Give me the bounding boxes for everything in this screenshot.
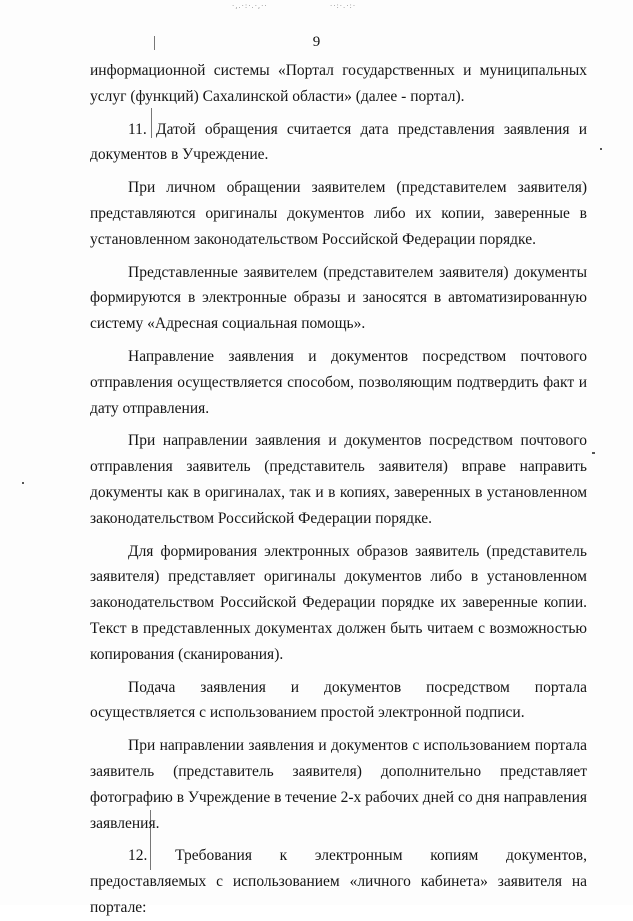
scan-speck <box>22 482 24 484</box>
paragraph: Представленные заявителем (представителем заявителя) документы формируются в электронные образы и заносятся в автоматизированную систему «Адресная социальная помощь». <box>90 263 587 333</box>
paragraph: 12. Требования к электронным копиям документов, предоставляемых с использованием «личного кабинета» заявителя на портале: <box>90 847 587 916</box>
document-body <box>90 58 587 921</box>
paragraph: Для формирования электронных образов заявитель (представитель заявителя) представляет оригиналы документов либо в установленном законодательством Российской Федерации порядке их заверенные копии. Текст в представленных документах должен быть читаем с возможностью копирования (сканирования). <box>90 542 587 663</box>
paragraph: Подача заявления и документов посредством портала осуществляется с использованием простой электронной подписи. <box>90 678 587 722</box>
paragraph: При направлении заявления и документов с использованием портала заявитель (представитель заявителя) дополнительно представляет фотографию в Учреждение в течение 2-х рабочих дней со дня направления заявления. <box>90 737 587 832</box>
paragraph: При направлении заявления и документов посредством почтового отправления заявитель (представитель заявителя) вправе направить документы как в оригиналах, так и в копиях, заверенных в установленном законодательством Российской Федерации порядке. <box>90 432 587 527</box>
scan-speck <box>592 452 595 454</box>
scan-noise-mark: ·,.·:·.·,·· <box>232 2 268 10</box>
page-number: 9 <box>312 34 321 50</box>
scan-speck <box>600 148 602 150</box>
scan-noise-mark: ··:·.·:· <box>330 2 357 10</box>
paragraph: Направление заявления и документов посредством почтового отправления осуществляется способом, позволяющим подтвердить факт и дату отправления. <box>90 347 587 417</box>
paragraph: информационной системы «Портал государственных и муниципальных услуг (функций) Сахалинской области» (далее - портал). <box>90 62 587 105</box>
paragraph: 11. Датой обращения считается дата представления заявления и документов в Учреждение. <box>90 120 587 164</box>
paragraph: При личном обращении заявителем (представителем заявителя) представляются оригиналы документов либо их копии, заверенные в установленном законодательством Российской Федерации порядке. <box>90 179 587 248</box>
